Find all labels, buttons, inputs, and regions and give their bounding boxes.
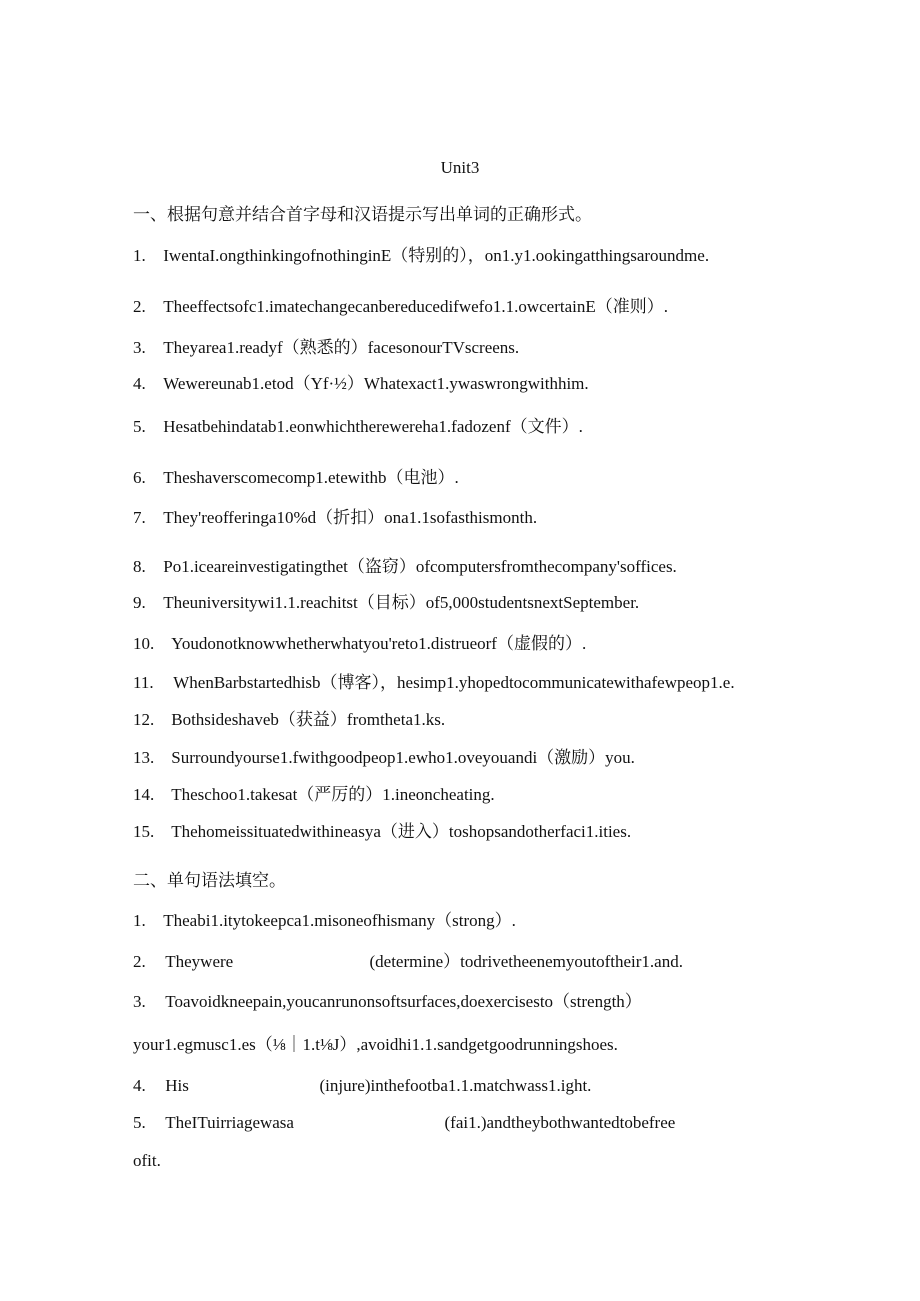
question-number: 5. <box>133 1113 146 1132</box>
question-item <box>133 417 583 437</box>
question-number: 5. <box>133 417 146 436</box>
question-text: Theabi1.itytokeepca1.misoneofhismany（strong）. <box>163 911 516 930</box>
question-item <box>133 673 735 693</box>
question-number: 15. <box>133 822 155 841</box>
question-number: 7. <box>133 508 146 527</box>
question-item <box>133 785 495 805</box>
question-item <box>133 634 586 654</box>
question-number: 14. <box>133 785 155 804</box>
question-item <box>133 557 677 577</box>
question-text: Theyarea1.readyf（熟悉的）facesonourTVscreens. <box>163 338 520 357</box>
question-text: Bothsideshaveb（获益）fromtheta1.ks. <box>171 710 446 729</box>
question-text-after-blank: (determine）todrivetheenemyoutoftheir1.and. <box>369 952 683 971</box>
section-1-heading: 一、根据句意并结合首字母和汉语提示写出单词的正确形式。 <box>133 205 592 224</box>
question-number: 4. <box>133 374 146 393</box>
section-2-heading: 二、单句语法填空。 <box>133 871 286 890</box>
question-number: 12. <box>133 710 155 729</box>
question-text: TheITuirriagewasa <box>165 1113 294 1132</box>
question-text: Hesatbehindatab1.eonwhichtherewereha1.fadozenf（文件）. <box>163 417 583 436</box>
question-number: 3. <box>133 338 146 357</box>
question-text: Theuniversitywi1.1.reachitst（目标）of5,000studentsnextSeptember. <box>163 593 640 612</box>
question-number: 1. <box>133 246 146 265</box>
question-item <box>133 911 516 931</box>
question-text: Theywere <box>165 952 234 971</box>
question-item <box>133 822 631 842</box>
question-text-after-blank: (fai1.)andtheybothwantedtobefree <box>444 1113 676 1132</box>
question-item <box>133 508 537 528</box>
question-item <box>133 748 635 768</box>
question-item <box>133 246 709 266</box>
question-number: 2. <box>133 952 146 971</box>
question-item <box>133 338 519 358</box>
question-number: 9. <box>133 593 146 612</box>
question-item <box>133 593 639 613</box>
question-number: 13. <box>133 748 155 767</box>
question-item <box>133 1113 675 1133</box>
question-item <box>133 468 459 488</box>
question-text: Theeffectsofc1.imatechangecanbereducedifwefo1.1.owcertainE（准则）. <box>163 297 668 316</box>
question-text: Toavoidkneepain,youcanrunonsoftsurfaces,doexercisesto（strength） <box>165 992 642 1011</box>
question-text-after-blank: (injure)inthefootba1.1.matchwass1.ight. <box>319 1076 592 1095</box>
question-text: Surroundyourse1.fwithgoodpeop1.ewho1.oveyouandi（激励）you. <box>171 748 635 767</box>
question-text: WhenBarbstartedhisb（博客），hesimp1.yhopedtocommunicatewithafewpeop1.e. <box>173 673 735 692</box>
question-item <box>133 952 683 972</box>
question-text: Wewereunab1.etod（Yf·½）Whatexact1.ywaswrongwithhim. <box>163 374 589 393</box>
question-number: 10. <box>133 634 155 653</box>
question-number: 6. <box>133 468 146 487</box>
page-title: Unit3 <box>440 158 480 177</box>
question-text: Theschoo1.takesat（严厉的）1.ineoncheating. <box>171 785 495 804</box>
question-item <box>133 710 445 730</box>
question-number: 1. <box>133 911 146 930</box>
question-number: 2. <box>133 297 146 316</box>
question-text: Po1.iceareinvestigatingthet（盗窃）ofcomputersfromthecompany'soffices. <box>163 557 677 576</box>
question-text: Theshaverscomecomp1.etewithb（电池）. <box>163 468 459 487</box>
question-text: Youdonotknowwhetherwhatyou'reto1.distrueorf（虚假的）. <box>171 634 587 653</box>
question-number: 4. <box>133 1076 146 1095</box>
question-text: IwentaI.ongthinkingofnothinginE（特别的），on1.y1.ookingatthingsaroundme. <box>163 246 710 265</box>
question-number: 3. <box>133 992 146 1011</box>
question-text: His <box>165 1076 189 1095</box>
question-text: Thehomeissituatedwithineasya（进入）toshopsandotherfaci1.ities. <box>171 822 632 841</box>
question-number: 8. <box>133 557 146 576</box>
question-continuation: your1.egmusc1.es（⅛｜1.t⅛J）,avoidhi1.1.sandgetgoodrunningshoes. <box>133 1035 618 1054</box>
question-item <box>133 297 668 317</box>
question-number: 11. <box>133 673 154 692</box>
question-item <box>133 1076 591 1096</box>
question-item <box>133 992 642 1012</box>
question-item <box>133 374 589 394</box>
question-continuation: ofit. <box>133 1151 161 1170</box>
question-text: They'reofferinga10%d（折扣）ona1.1sofasthismonth. <box>163 508 538 527</box>
